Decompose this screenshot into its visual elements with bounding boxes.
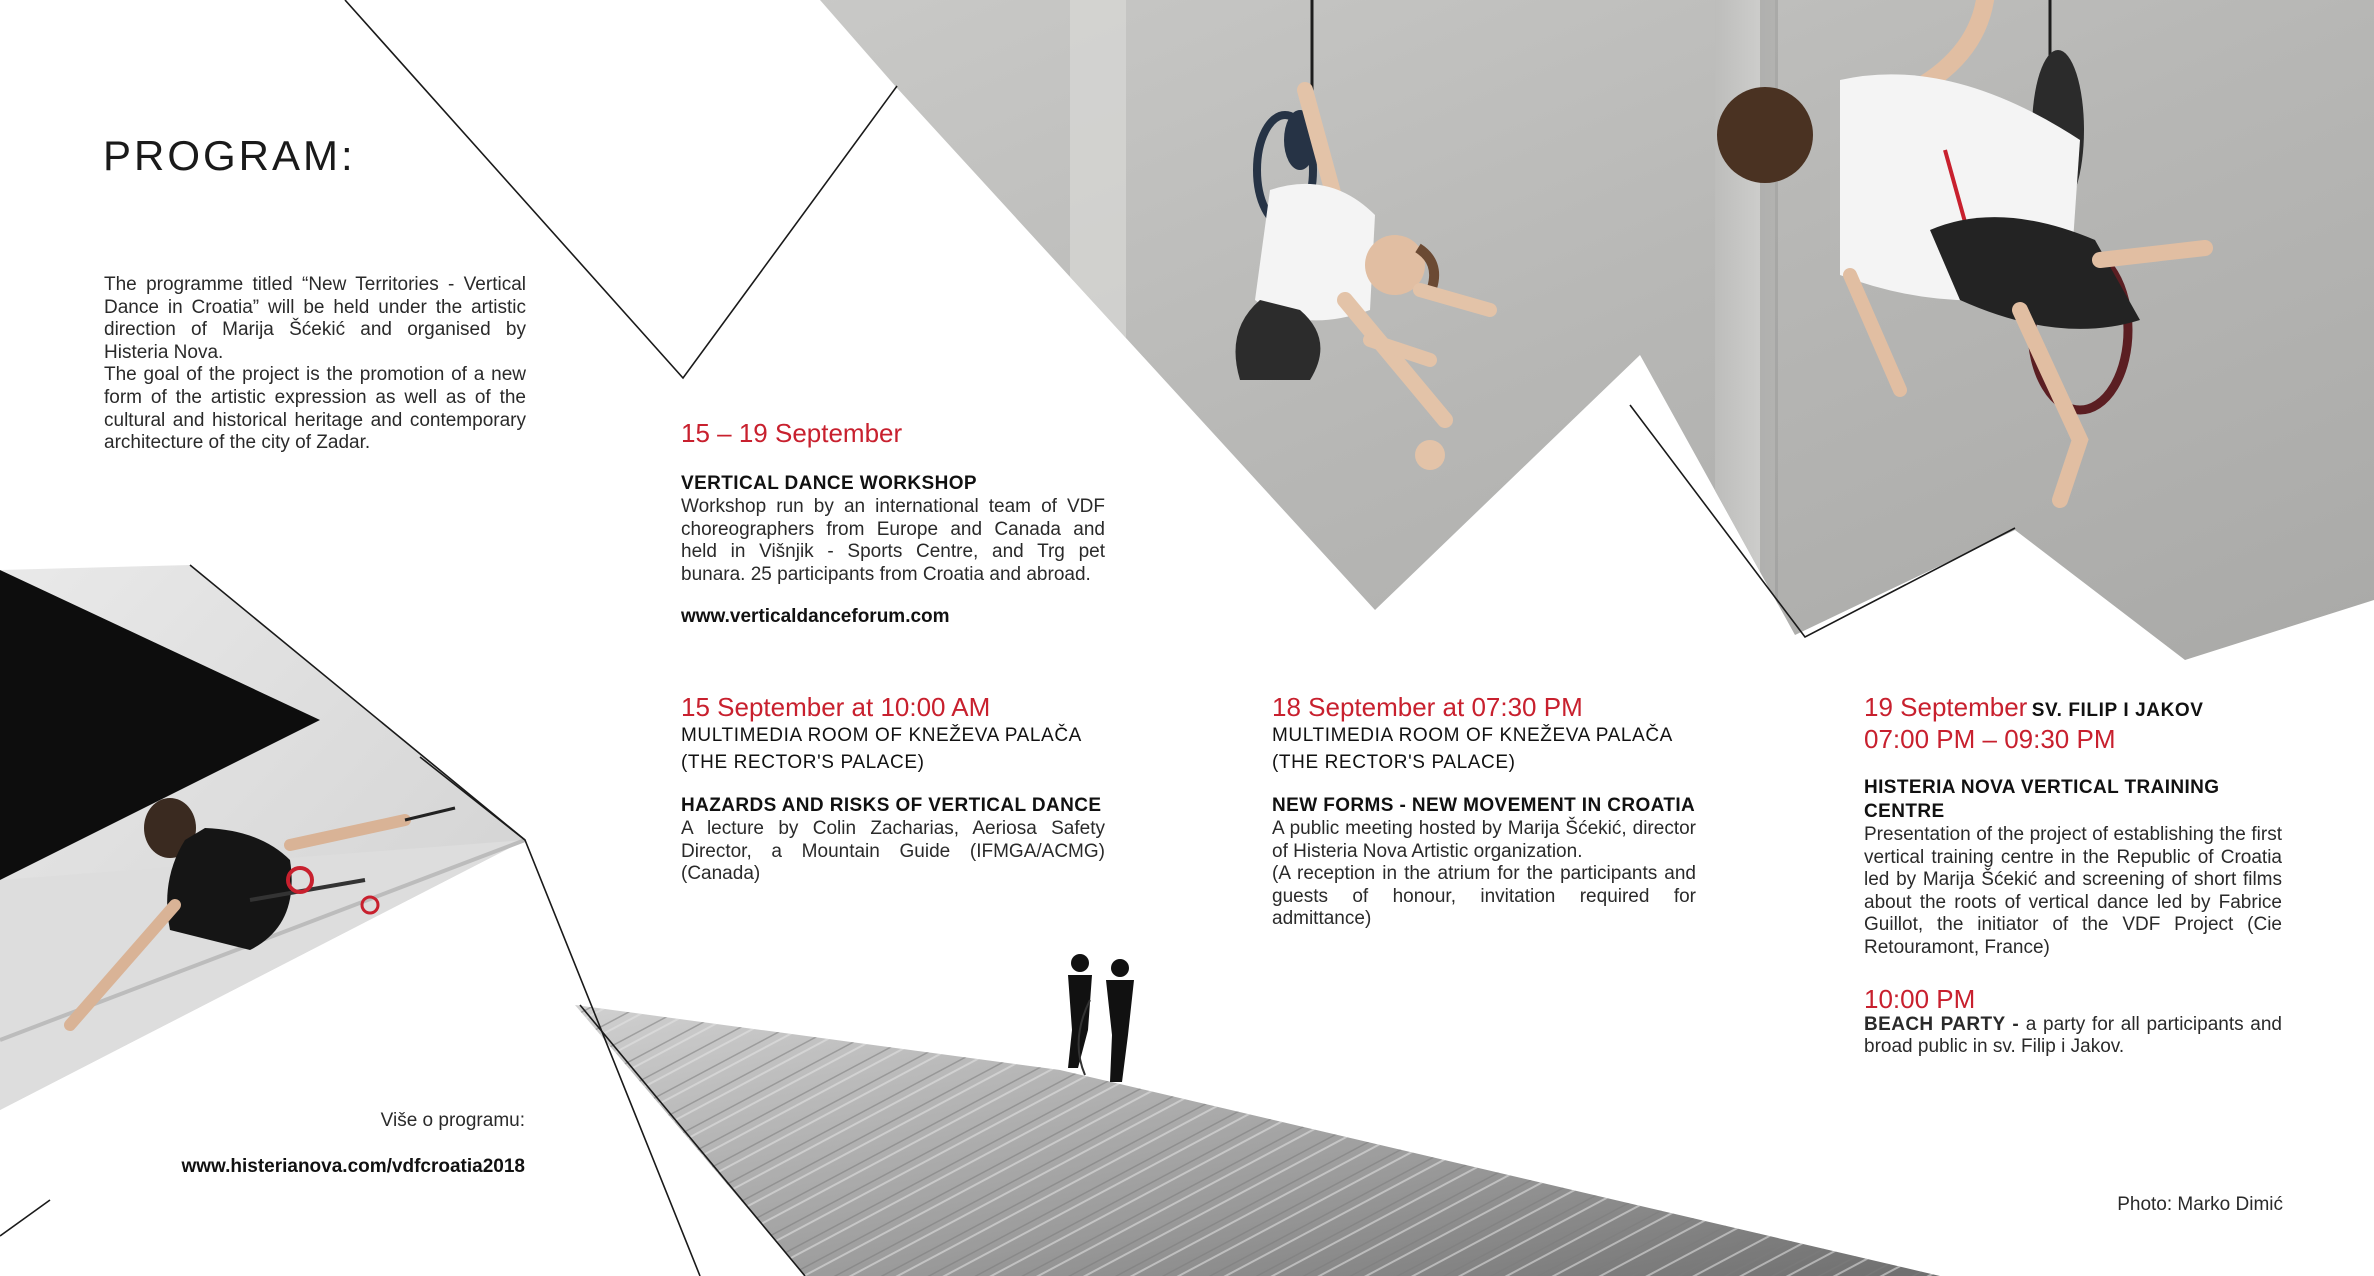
event-newforms-title: NEW FORMS - NEW MOVEMENT IN CROATIA — [1272, 795, 1696, 816]
photo-credit: Photo: Marko Dimić — [2117, 1194, 2283, 1215]
page-title: PROGRAM: — [103, 132, 356, 179]
event-party-time: 10:00 PM — [1864, 983, 1976, 1014]
left-dancer-photo — [0, 565, 525, 1110]
event-newforms-venue: MULTIMEDIA ROOM OF KNEŽEVA PALAČA — [1272, 725, 1673, 746]
event-hazards-title: HAZARDS AND RISKS OF VERTICAL DANCE — [681, 795, 1102, 816]
workshop-section — [681, 418, 1105, 628]
event-hazards-venue: MULTIMEDIA ROOM OF KNEŽEVA PALAČA — [681, 725, 1082, 746]
event-training-description: Presentation of the project of establishing the first vertical training centre in the Republic of Croatia led by Marija Šćekić and screening of short films about the roots of vertical dance led by Fabrice Guillot, the initiator of the VDF Project (Cie Retouramont, France) — [1864, 824, 2282, 958]
event-party-text — [1864, 1014, 2282, 1059]
event-hazards-date: 15 September at 10:00 AM — [681, 692, 991, 722]
workshop-date: 15 – 19 September — [681, 418, 903, 448]
more-info-label: Više o programu: — [380, 1110, 525, 1131]
event-party-label: BEACH PARTY - — [1864, 1013, 2020, 1035]
workshop-title: VERTICAL DANCE WORKSHOP — [681, 473, 977, 494]
event-newforms-reception-note: (A reception in the atrium for the participants and guests of honour, invitation required for admittance) — [1272, 863, 1696, 930]
roof-photo — [575, 954, 1940, 1276]
more-info-link[interactable]: www.histerianova.com/vdfcroatia2018 — [181, 1156, 525, 1177]
intro-paragraph-1: The programme titled “New Territories - Vertical Dance in Croatia” will be held under the artistic direction of Marija Šćekić and organised by Histeria Nova. — [104, 274, 526, 363]
intro-paragraph-2: The goal of the project is the promotion of a new form of the artistic expression as well as of the cultural and historical heritage and contemporary architecture of the city of Zadar. — [104, 364, 526, 454]
event-hazards-venue-sub: (THE RECTOR'S PALACE) — [681, 752, 925, 773]
event-hazards-section — [681, 692, 1105, 886]
event-training-date: 19 September — [1864, 692, 2028, 722]
event-training-time: 07:00 PM – 09:30 PM — [1864, 724, 2116, 754]
event-newforms-section — [1272, 692, 1696, 931]
event-hazards-description: A lecture by Colin Zacharias, Aeriosa Safety Director, a Mountain Guide (IFMGA/ACMG) (Canada) — [681, 818, 1105, 885]
event-training-place: SV. FILIP I JAKOV — [2031, 700, 2204, 721]
event-training-centre-section — [1864, 692, 2282, 1059]
event-newforms-venue-sub: (THE RECTOR'S PALACE) — [1272, 752, 1516, 773]
workshop-link[interactable]: www.verticaldanceforum.com — [681, 606, 950, 628]
intro-text — [104, 274, 526, 455]
event-training-title: HISTERIA NOVA VERTICAL TRAINING CENTRE — [1864, 777, 2220, 822]
roof-people-silhouettes — [1068, 954, 1134, 1082]
event-newforms-date: 18 September at 07:30 PM — [1272, 692, 1583, 722]
event-party-description: a party for all participants and broad public in sv. Filip i Jakov. — [1864, 1013, 2282, 1058]
workshop-description: Workshop run by an international team of VDF choreographers from Europe and Canada and held in Višnjik - Sports Centre, and Trg pet bunara. 25 participants from Croatia and abroad. — [681, 496, 1105, 585]
event-newforms-description: A public meeting hosted by Marija Šćekić, director of Histeria Nova Artistic organization. — [1272, 818, 1696, 862]
